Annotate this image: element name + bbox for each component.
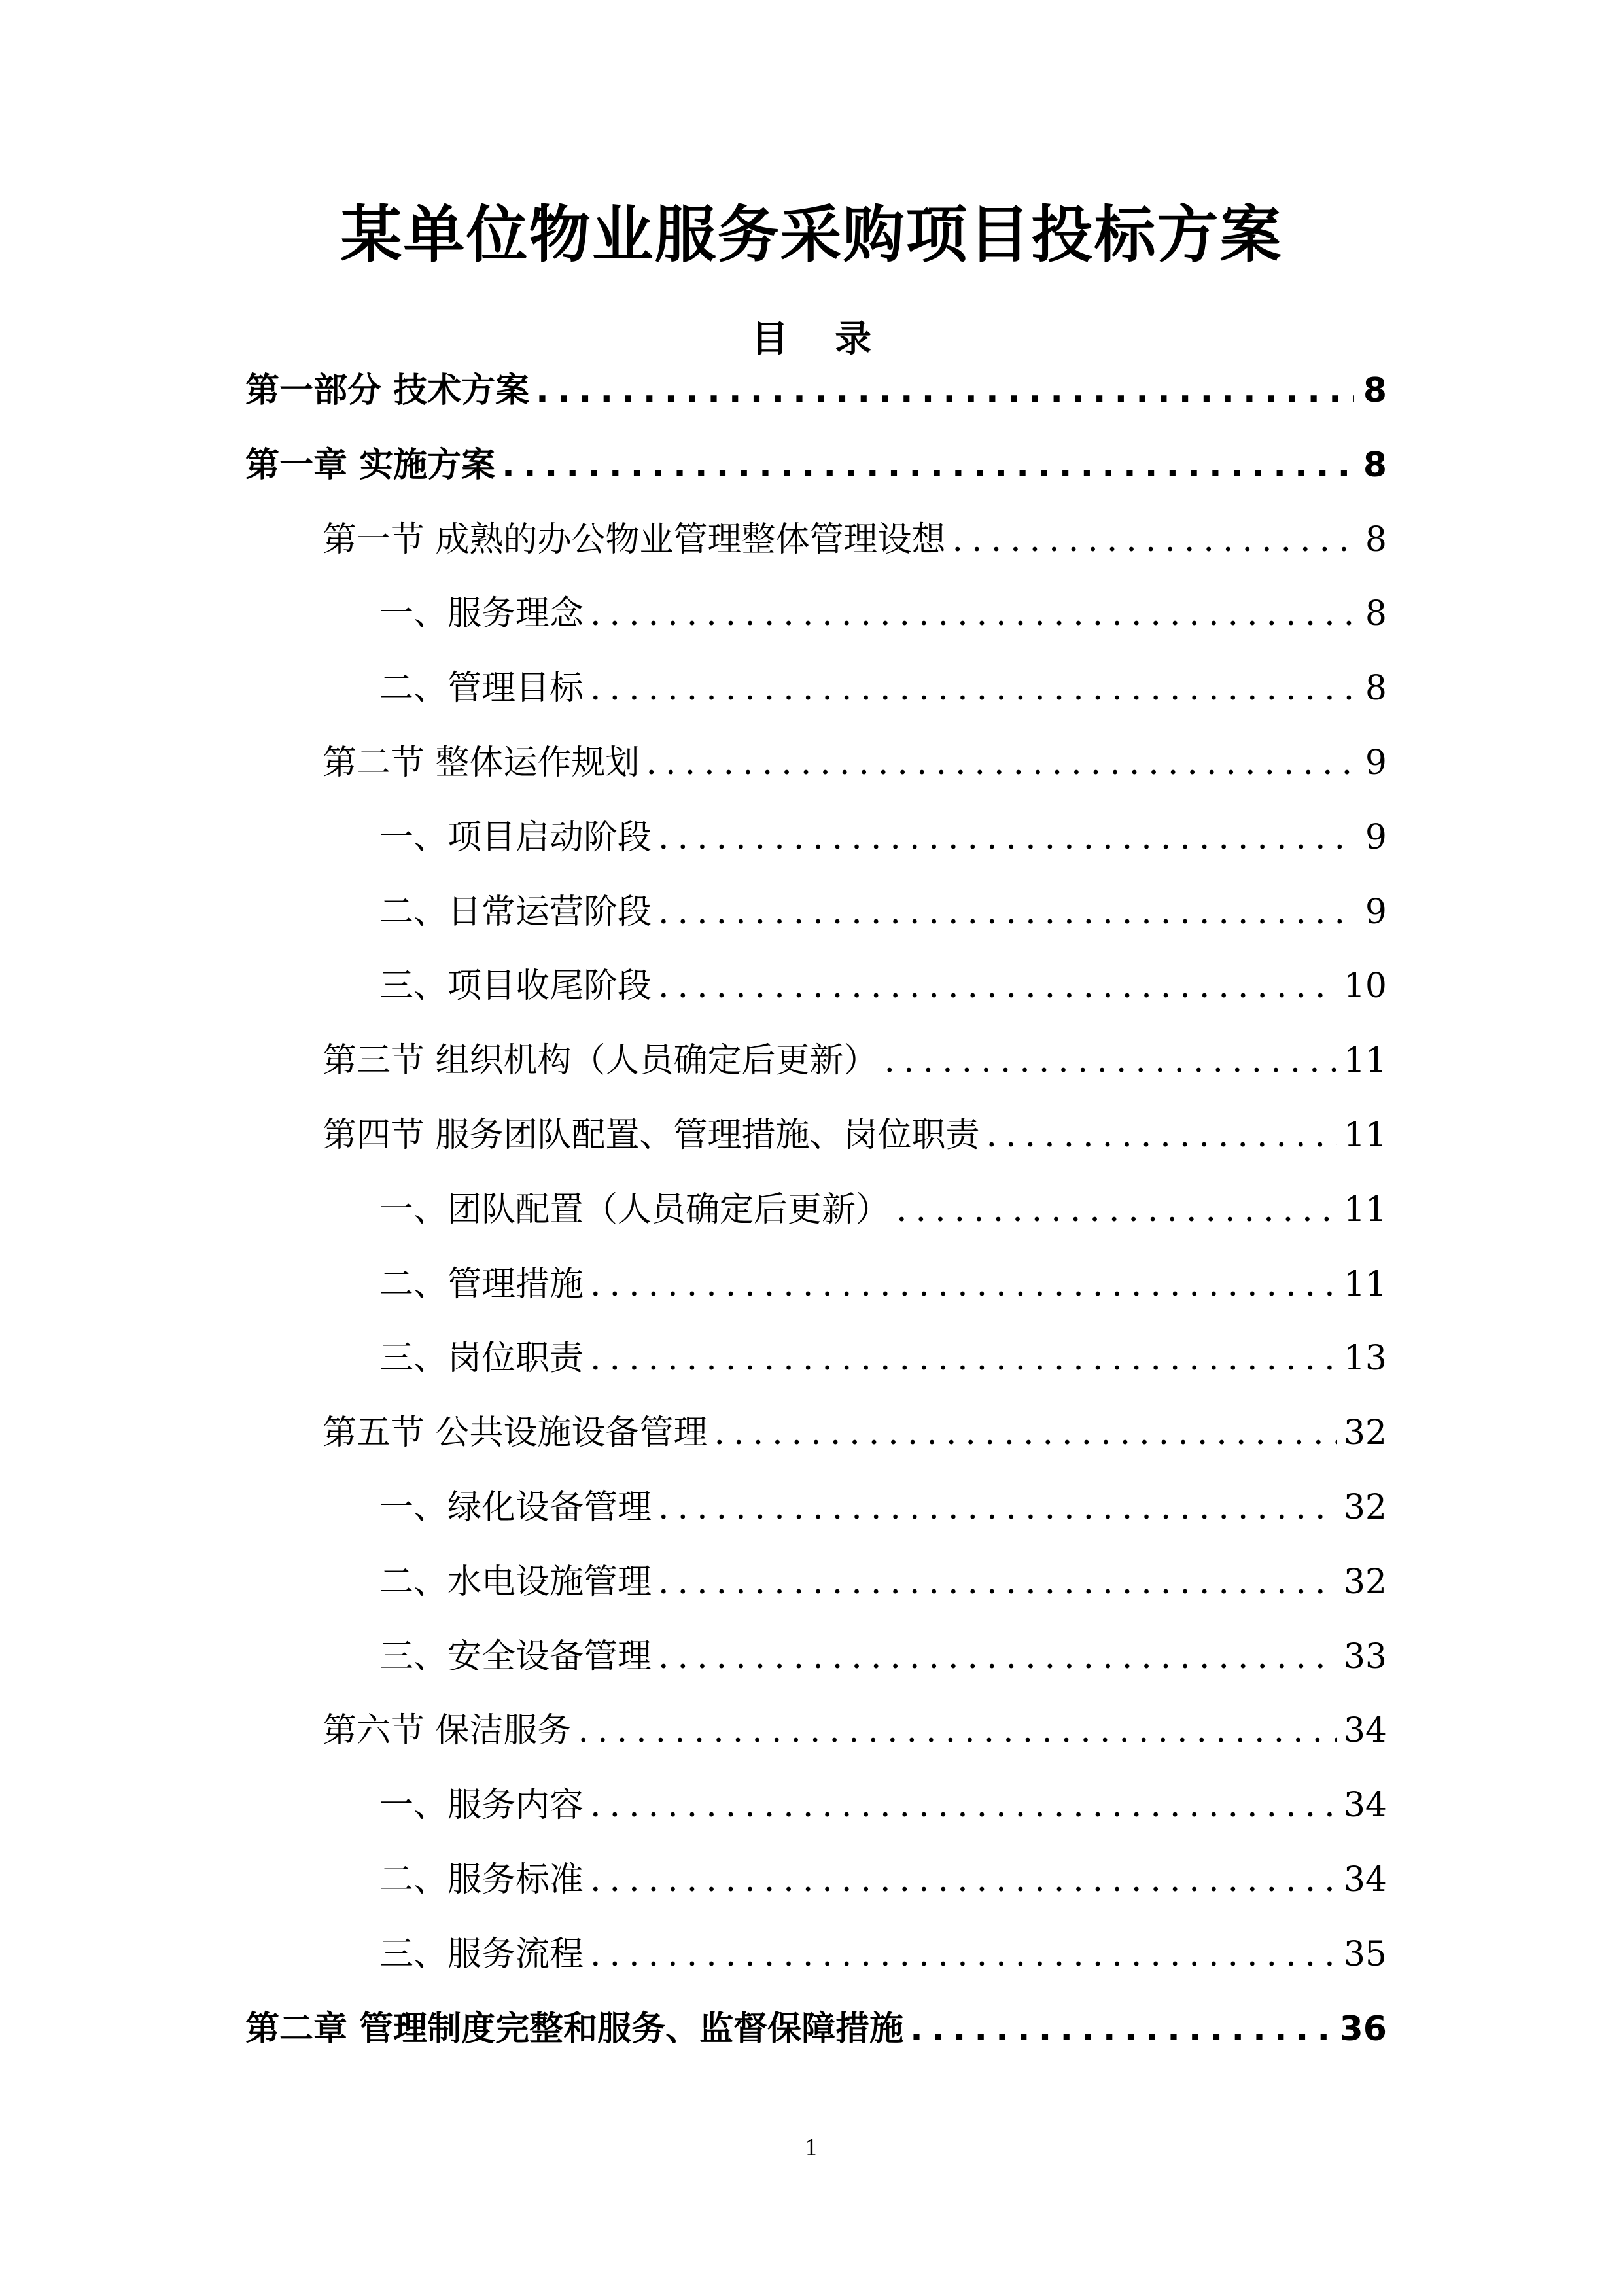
document-title: 某单位物业服务采购项目投标方案 <box>340 200 1283 271</box>
toc-entry[interactable] <box>245 510 1387 585</box>
toc-entry-title: 三、岗位职责 <box>379 1339 584 1379</box>
toc-entry[interactable] <box>245 1850 1387 1925</box>
toc-entry[interactable] <box>245 1329 1387 1404</box>
toc-entry-page: 32 <box>1343 1413 1387 1453</box>
toc-entry-page: 11 <box>1343 1115 1387 1155</box>
toc-entry-title: 第五节 公共设施设备管理 <box>323 1413 708 1453</box>
toc-entry-title: 一、绿化设备管理 <box>379 1487 652 1527</box>
toc-entry-title: 二、管理目标 <box>379 669 584 709</box>
toc-entry-title: 三、服务流程 <box>379 1934 584 1974</box>
toc-entry[interactable] <box>245 1478 1387 1553</box>
toc-dot-leader <box>590 659 1354 718</box>
toc-dot-leader <box>952 510 1354 569</box>
toc-entry-title: 二、管理措施 <box>379 1264 584 1304</box>
toc-dot-leader <box>884 1031 1337 1090</box>
toc-entry-title: 三、安全设备管理 <box>379 1636 652 1676</box>
toc-entry-title: 一、团队配置（人员确定后更新） <box>379 1190 890 1229</box>
toc-entry-title: 一、项目启动阶段 <box>379 817 652 857</box>
toc-dot-leader <box>590 1776 1337 1835</box>
toc-entry[interactable] <box>245 1553 1387 1627</box>
toc-dot-leader <box>502 436 1354 495</box>
toc-entry-page: 13 <box>1343 1339 1387 1379</box>
toc-entry-page: 11 <box>1343 1190 1387 1229</box>
toc-dot-leader <box>536 361 1354 420</box>
toc-entry[interactable] <box>245 1925 1387 2000</box>
toc-dot-leader <box>578 1701 1337 1760</box>
toc-entry-title: 二、服务标准 <box>379 1860 584 1899</box>
toc-dot-leader <box>714 1404 1337 1462</box>
toc-dot-leader <box>658 1627 1337 1686</box>
toc-dot-leader <box>658 1478 1337 1537</box>
toc-dot-leader <box>986 1106 1337 1165</box>
toc-entry[interactable] <box>245 1404 1387 1478</box>
toc-entry[interactable] <box>245 1776 1387 1850</box>
toc-dot-leader <box>590 1850 1337 1909</box>
toc-entry[interactable] <box>245 1031 1387 1106</box>
toc-entry[interactable] <box>245 2000 1387 2074</box>
toc-dot-leader <box>896 1180 1337 1239</box>
toc-entry-page: 32 <box>1343 1562 1387 1602</box>
toc-entry-page: 8 <box>1363 371 1387 410</box>
toc-entry-title: 第六节 保洁服务 <box>323 1711 572 1751</box>
toc-entry-page: 33 <box>1343 1636 1387 1676</box>
toc-entry-title: 第一章 实施方案 <box>245 445 496 485</box>
toc-entry-page: 32 <box>1343 1487 1387 1527</box>
toc-dot-leader <box>910 2000 1333 2058</box>
toc-entry-title: 第一节 成熟的办公物业管理整体管理设想 <box>323 520 946 559</box>
toc-entry-page: 35 <box>1343 1934 1387 1974</box>
toc-heading: 目 录 <box>751 318 889 361</box>
toc-entry-page: 9 <box>1365 743 1387 783</box>
toc-entry[interactable] <box>245 1180 1387 1255</box>
toc-entry[interactable] <box>245 808 1387 883</box>
toc-entry-page: 9 <box>1365 817 1387 857</box>
toc-entry-title: 第二节 整体运作规划 <box>323 743 640 783</box>
toc-entry-title: 三、项目收尾阶段 <box>379 966 652 1006</box>
toc-entry[interactable] <box>245 1627 1387 1702</box>
toc-dot-leader <box>658 1553 1337 1612</box>
toc-entry-page: 8 <box>1365 669 1387 709</box>
toc-entry[interactable] <box>245 957 1387 1031</box>
toc-entry-page: 8 <box>1363 445 1387 485</box>
toc-entry-title: 一、服务内容 <box>379 1786 584 1826</box>
toc-entry[interactable] <box>245 361 1387 436</box>
toc-entry-title: 二、日常运营阶段 <box>379 892 652 932</box>
toc-entry-title: 二、水电设施管理 <box>379 1562 652 1602</box>
table-of-contents <box>245 361 1387 2074</box>
toc-entry-page: 36 <box>1339 2009 1387 2049</box>
toc-dot-leader <box>590 1255 1337 1314</box>
toc-entry-page: 34 <box>1343 1860 1387 1899</box>
toc-dot-leader <box>658 808 1354 867</box>
toc-entry-page: 9 <box>1365 892 1387 932</box>
toc-dot-leader <box>658 957 1337 1016</box>
toc-dot-leader <box>590 1925 1337 1984</box>
toc-entry[interactable] <box>245 733 1387 808</box>
toc-dot-leader <box>646 733 1354 792</box>
toc-entry[interactable] <box>245 883 1387 957</box>
toc-entry[interactable] <box>245 1701 1387 1776</box>
toc-entry-title: 第四节 服务团队配置、管理措施、岗位职责 <box>323 1115 980 1155</box>
toc-entry-title: 第三节 组织机构（人员确定后更新） <box>323 1041 878 1081</box>
toc-entry-title: 第二章 管理制度完整和服务、监督保障措施 <box>245 2009 904 2049</box>
toc-entry-page: 11 <box>1343 1264 1387 1304</box>
toc-entry-title: 第一部分 技术方案 <box>245 371 530 410</box>
page-number: 1 <box>804 2135 819 2161</box>
toc-entry-page: 8 <box>1365 594 1387 634</box>
toc-entry-title: 一、服务理念 <box>379 594 584 634</box>
toc-entry[interactable] <box>245 1255 1387 1330</box>
toc-entry[interactable] <box>245 1106 1387 1180</box>
toc-entry[interactable] <box>245 436 1387 510</box>
toc-entry-page: 10 <box>1343 966 1387 1006</box>
toc-dot-leader <box>590 1329 1337 1388</box>
toc-entry[interactable] <box>245 584 1387 659</box>
toc-entry-page: 34 <box>1343 1711 1387 1751</box>
toc-entry-page: 34 <box>1343 1786 1387 1826</box>
toc-entry-page: 8 <box>1365 520 1387 559</box>
toc-dot-leader <box>590 584 1354 643</box>
toc-entry-page: 11 <box>1343 1041 1387 1081</box>
toc-entry[interactable] <box>245 659 1387 733</box>
toc-dot-leader <box>658 883 1354 942</box>
